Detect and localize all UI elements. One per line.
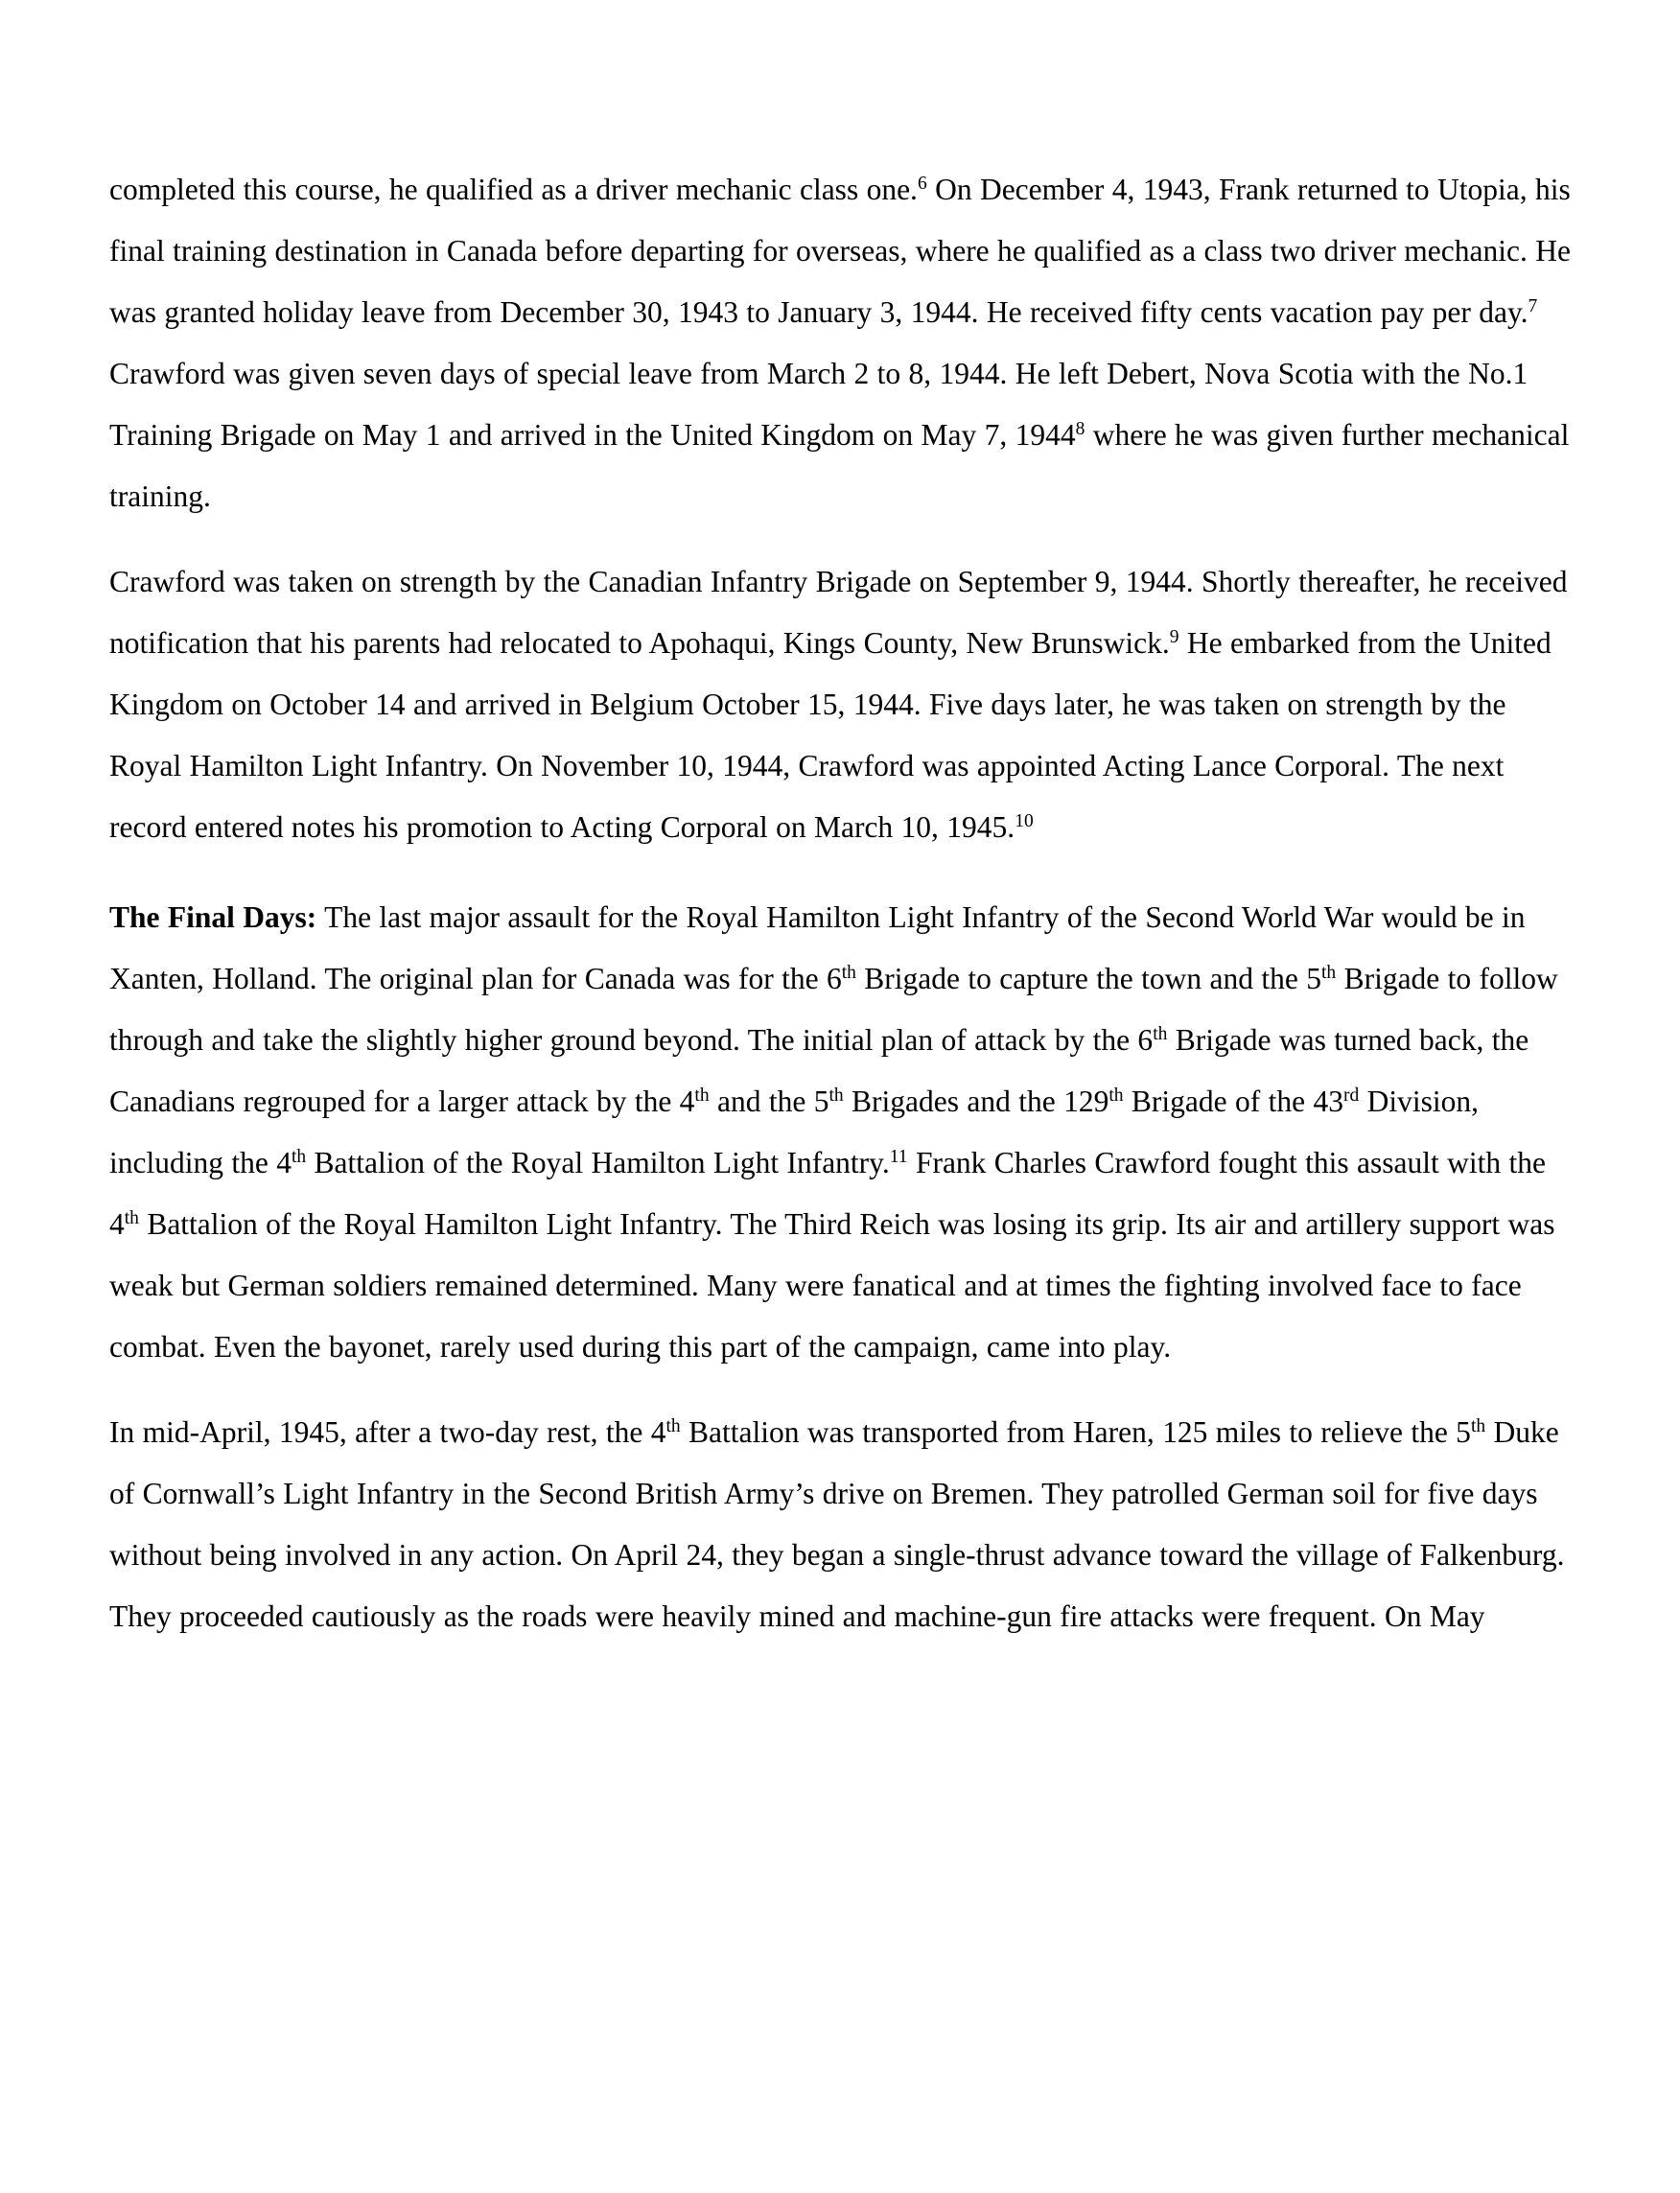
paragraph-final-days (109, 887, 1573, 1378)
text-run: Frank Charles Crawford fought this assault with the 4 (109, 1146, 1546, 1241)
text-run: Crawford was given seven days of special leave from March 2 to 8, 1944. He left Debert, Nova Scotia with the No.1 Training Brigade on May 1 and arrived in the United Kingdom on May 7, 1944 (109, 357, 1528, 452)
ordinal-suffix: th (124, 1208, 139, 1229)
text-run: Battalion was transported from Haren, 125 miles to relieve the 5 (680, 1415, 1471, 1449)
text-run: Crawford was taken on strength by the Canadian Infantry Brigade on September 9, 1944. Shortly thereafter, he received notification that his parents had relocated to Apohaqui, Kings County, New Brunswick. (109, 565, 1568, 660)
text-run: Battalion of the Royal Hamilton Light Infantry. The Third Reich was losing its grip. Its air and artillery support was weak but German soldiers remained determined. Many were fanatical and at times the fighting involved face to face combat. Even the bayonet, rarely used during this part of the campaign, came into play. (109, 1207, 1555, 1364)
ordinal-suffix: th (1153, 1024, 1168, 1045)
footnote-reference: 8 (1075, 419, 1085, 440)
paragraph-taken-on-strength (109, 551, 1573, 858)
ordinal-suffix: th (1321, 963, 1337, 984)
text-run: The last major assault for the Royal Hamilton Light Infantry of the Second World War would be in Xanten, Holland. The original plan for Canada was for the 6 (109, 900, 1526, 995)
text-run: Brigade was turned back, the Canadians regrouped for a larger attack by the 4 (109, 1023, 1529, 1118)
text-run: Duke of Cornwall’s Light Infantry in the Second British Army’s drive on Bremen. They patrolled German soil for five days without being involved in any action. On April 24, they began a single-thrust advance toward the village of Falkenburg. They proceeded cautiously as the roads were heavily mined and machine-gun fire attacks were frequent. On May (109, 1415, 1565, 1633)
text-run: Brigade of the 43 (1123, 1085, 1343, 1118)
text-run: Battalion of the Royal Hamilton Light Infantry. (306, 1146, 890, 1179)
ordinal-suffix: th (828, 1085, 844, 1107)
ordinal-suffix: th (694, 1085, 710, 1107)
ordinal-suffix: th (291, 1147, 307, 1168)
paragraph-continuation-training (109, 159, 1573, 527)
footnote-reference: 7 (1528, 296, 1538, 317)
ordinal-suffix: rd (1342, 1085, 1360, 1107)
text-run: Brigade to follow through and take the slightly higher ground beyond. The initial plan of attack by the 6 (109, 962, 1558, 1057)
text-run: and the 5 (709, 1085, 829, 1118)
footnote-reference: 6 (917, 174, 927, 195)
ordinal-suffix: th (1108, 1085, 1124, 1107)
ordinal-suffix: th (1470, 1416, 1486, 1437)
bold-text-run: The Final Days: (109, 900, 317, 934)
text-run: Brigade to capture the town and the 5 (855, 962, 1321, 995)
text-run: Brigades and the 129 (843, 1085, 1109, 1118)
text-run: In mid-April, 1945, after a two-day rest, the 4 (109, 1415, 666, 1449)
text-run: He embarked from the United Kingdom on October 14 and arrived in Belgium October 15, 1944. Five days later, he was taken on strength by the Royal Hamilton Light Infantry. On November 10, 1944, Crawford was appointed Acting Lance Corporal. The next record entered notes his promotion to Acting Corporal on March 10, 1945. (109, 626, 1552, 844)
footnote-reference: 10 (1015, 811, 1034, 832)
text-run: Division, including the 4 (109, 1085, 1479, 1179)
footnote-reference: 11 (889, 1147, 908, 1168)
ordinal-suffix: th (665, 1416, 681, 1437)
text-run: completed this course, he qualified as a driver mechanic class one. (109, 173, 918, 206)
text-run: where he was given further mechanical training. (109, 418, 1570, 513)
footnote-reference: 9 (1169, 627, 1179, 648)
paragraph-mid-april-advance (109, 1402, 1573, 1647)
ordinal-suffix: th (841, 963, 856, 984)
text-run: On December 4, 1943, Frank returned to Utopia, his final training destination in Canada before departing for overseas, where he qualified as a class two driver mechanic. He was granted holiday leave from December 30, 1943 to January 3, 1944. He received fifty cents vacation pay per day. (109, 173, 1571, 329)
